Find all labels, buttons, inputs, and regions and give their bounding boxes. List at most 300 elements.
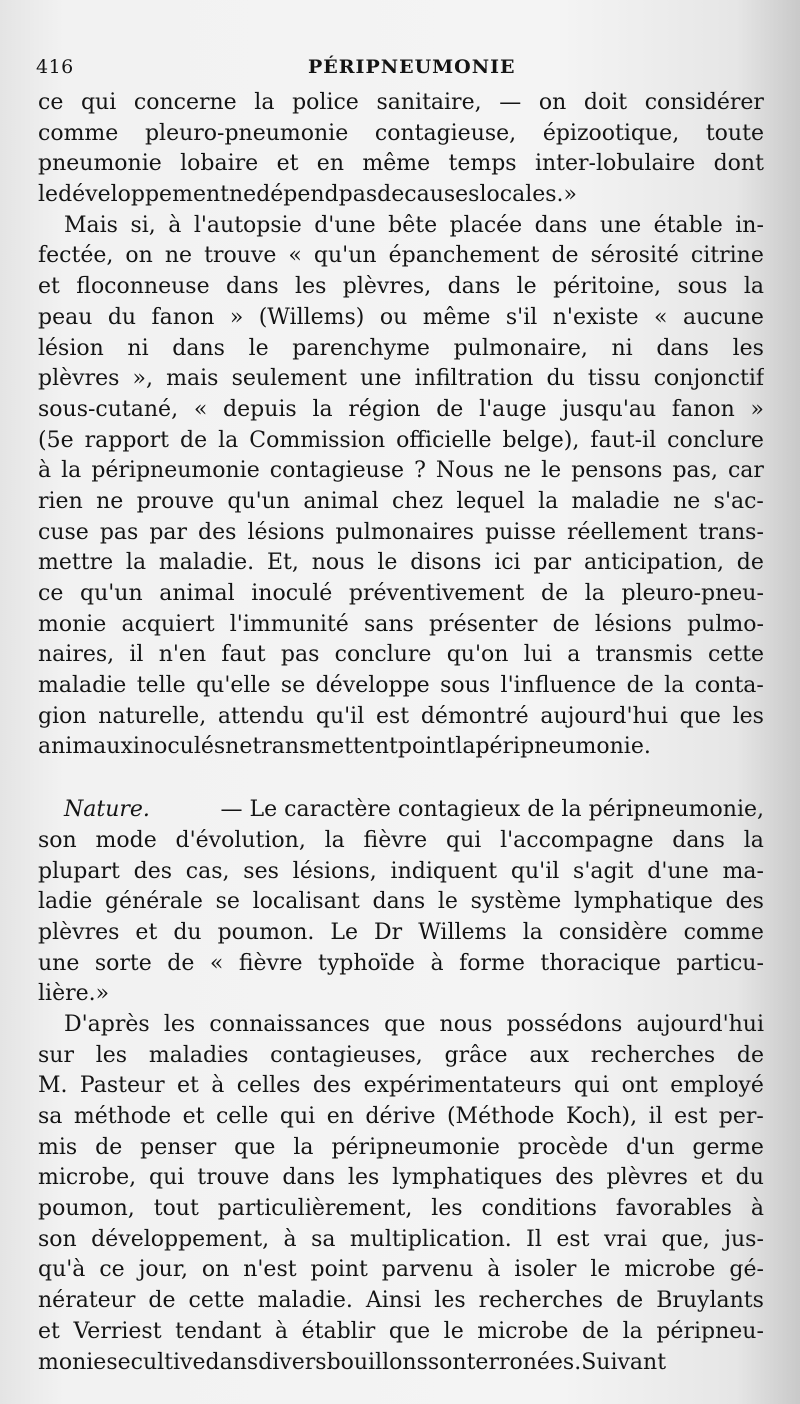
word: lequel [456, 488, 525, 514]
word: les [434, 1288, 466, 1314]
word: grâce [444, 1042, 508, 1068]
word: lymphatique [574, 889, 713, 915]
word: conclure [334, 642, 432, 668]
word: les [732, 335, 764, 361]
word: péripneumonie [331, 1134, 500, 1160]
word: fanon [671, 396, 735, 422]
word: tout [153, 1196, 199, 1222]
word: une [38, 950, 80, 976]
word: de [167, 950, 195, 976]
word: dans [672, 827, 725, 853]
word: cas, [185, 858, 230, 884]
word: sans [363, 611, 414, 637]
word: locales. [479, 182, 564, 208]
word: Verriest [73, 1318, 162, 1344]
word: employé [670, 1073, 764, 1099]
word: maladie. [158, 550, 255, 576]
word: de [552, 611, 580, 637]
word: ou [379, 304, 408, 330]
word: ne [164, 243, 193, 269]
word: de [736, 1042, 764, 1068]
section-lead-in: Nature. [64, 797, 150, 823]
word: d'une [647, 858, 709, 884]
word: même [362, 151, 431, 177]
text-line [38, 1317, 764, 1348]
word: pulmo- [687, 611, 764, 637]
word: typhoïde [318, 950, 415, 976]
word: » [563, 182, 578, 208]
text-line [38, 211, 764, 242]
paragraph-police-sanitaire [38, 88, 764, 211]
word: connaissances [209, 1011, 370, 1037]
word: système [470, 889, 562, 915]
word: ce [99, 1257, 125, 1283]
word: toute [705, 120, 764, 146]
word: conclure [667, 427, 764, 453]
word: point [310, 1257, 368, 1283]
text-line [38, 1348, 764, 1379]
word: présenter [428, 611, 538, 637]
word: contagieuse [269, 458, 405, 484]
word: microbe [624, 1257, 716, 1283]
word: ce [38, 581, 64, 606]
word: une [599, 212, 642, 238]
word: », [132, 366, 153, 392]
word: d'une [314, 212, 376, 238]
word: (5e [38, 427, 74, 453]
word: des [198, 519, 237, 545]
word: épanchement [388, 243, 540, 269]
word: mettre [38, 550, 114, 576]
word: a [567, 642, 581, 668]
word: mis [38, 1134, 78, 1160]
text-line [38, 795, 764, 826]
word: contagieuse, [374, 120, 517, 146]
word: les [163, 1011, 196, 1037]
word: et [700, 1165, 723, 1191]
word: à [487, 1257, 501, 1283]
word: sa [311, 1226, 336, 1252]
word: pleuro-pneumonie [144, 120, 349, 146]
word: du [173, 919, 202, 945]
word: erronées. [475, 1349, 582, 1375]
word: considère [558, 919, 668, 945]
text-line [38, 949, 764, 980]
word: développe [315, 673, 430, 699]
word: point [397, 734, 456, 760]
word: le [377, 550, 398, 576]
text-line [38, 426, 764, 457]
word: lésions [247, 519, 325, 545]
word: plèvres [38, 366, 120, 392]
word: et [135, 919, 158, 945]
paragraph-germe [38, 1010, 764, 1378]
word: dans [372, 889, 426, 915]
word: est [674, 1104, 708, 1129]
word: sorte [94, 950, 152, 976]
word: jour, [138, 1257, 188, 1283]
word: conjonctif [653, 366, 764, 392]
word: pulmonaire, [453, 335, 588, 361]
word: de [626, 673, 654, 699]
word: la [743, 827, 764, 853]
word: particulièrement, [217, 1196, 413, 1222]
word: qui [446, 827, 482, 853]
word: possédons [506, 1011, 623, 1037]
word: de [180, 427, 208, 453]
word: police [292, 90, 359, 115]
word: la [125, 550, 147, 576]
word: plèvres, [342, 274, 432, 300]
word: à [750, 1196, 764, 1222]
word: pas [280, 642, 320, 668]
word: inoculé [251, 581, 333, 606]
word: recherches [478, 1288, 604, 1314]
text-line [38, 1041, 764, 1072]
word: « [288, 243, 302, 269]
word: étable [653, 212, 723, 238]
word: celles [236, 1073, 301, 1099]
text-line [38, 887, 764, 918]
word: il [648, 1104, 663, 1129]
running-title: PÉRIPNEUMONIE [308, 56, 516, 78]
word: poumon. [217, 919, 315, 945]
word: jusqu'au [562, 396, 657, 422]
word: dans [282, 1165, 335, 1191]
word: animal [159, 581, 235, 606]
word: car [727, 458, 764, 484]
text-line [38, 671, 764, 702]
word: pas, [672, 458, 718, 484]
word: la [293, 1134, 314, 1160]
word: de [436, 396, 464, 422]
word: fectée, [38, 243, 114, 269]
text-line [38, 918, 764, 949]
word: telle [136, 673, 186, 699]
word: mode [95, 827, 157, 853]
word: particu- [676, 950, 764, 976]
word: que [388, 1318, 431, 1344]
word: seulement [231, 366, 348, 392]
word: ici [494, 550, 521, 576]
word: sont [427, 1349, 476, 1375]
word: nérateur [38, 1288, 136, 1314]
word: bouillons [326, 1349, 428, 1375]
word: « [193, 396, 208, 422]
word: les [732, 703, 764, 729]
word: qu'à [38, 1257, 86, 1283]
word: sous-cutané, [38, 396, 179, 422]
word: la [664, 673, 685, 699]
word: jus- [724, 1226, 764, 1252]
word: « [209, 950, 224, 976]
word: tissu [587, 366, 641, 392]
word: qu'un [79, 581, 143, 606]
word: la [218, 427, 239, 453]
word: officielle [396, 427, 492, 453]
word: en [326, 1104, 354, 1129]
word: lésions [594, 611, 672, 637]
word: Il [526, 1226, 542, 1252]
word: que [234, 1134, 276, 1160]
word: dépend [256, 182, 339, 208]
word: mais [166, 366, 219, 392]
word: sérosité [590, 243, 679, 269]
word: celle [215, 1104, 269, 1129]
page-number: 416 [36, 56, 74, 78]
word: la [455, 734, 476, 760]
word: de [551, 243, 579, 269]
word: s'il [505, 304, 538, 330]
word: qu'il [510, 858, 560, 884]
word: épizootique, [542, 120, 680, 146]
word: (Méthode [446, 1104, 555, 1129]
word: animaux [38, 734, 133, 760]
word: plupart [38, 858, 120, 884]
text-line [38, 241, 764, 272]
text-line [38, 979, 764, 1010]
word: per- [718, 1104, 764, 1129]
word: puisse [485, 519, 556, 545]
word: parenchyme [292, 335, 430, 361]
word: par [533, 550, 572, 576]
word: Pasteur [79, 1073, 165, 1099]
word: dérive [365, 1104, 436, 1129]
text-line [38, 272, 764, 303]
word: inoculés [132, 734, 226, 760]
word: la [312, 396, 333, 422]
word: considérer [644, 90, 764, 115]
word: monie [38, 1349, 107, 1375]
word: les [431, 1196, 463, 1222]
word: on [538, 90, 567, 115]
text-line [38, 548, 764, 579]
word: l'auge [479, 396, 547, 422]
word: dans [172, 335, 225, 361]
word: M. [38, 1073, 68, 1099]
word: sur [38, 1042, 74, 1068]
word: les [95, 1042, 128, 1068]
word: qu'il [315, 703, 365, 729]
word: » [229, 304, 244, 330]
text-line [38, 640, 764, 671]
word: que, [661, 1226, 710, 1252]
word: et [177, 1073, 199, 1099]
word: à [211, 1073, 225, 1099]
word: péripneumonie. [475, 734, 651, 760]
word: des [555, 1165, 594, 1191]
line-text: — Le caractère contagieux de la péripneumonie, [220, 797, 764, 823]
word: n'est [243, 1257, 297, 1283]
word: la [538, 488, 559, 514]
word: trouve [204, 243, 277, 269]
text-line [38, 1225, 764, 1256]
word: trans- [698, 519, 764, 545]
text-line [38, 88, 764, 119]
word: on [125, 243, 153, 269]
word: à [38, 458, 52, 484]
word: même [422, 304, 491, 330]
word: ce [38, 90, 64, 115]
word: pulmonaires [335, 519, 475, 545]
text-line [38, 857, 764, 888]
word: se [280, 673, 306, 699]
word: sous [440, 673, 491, 699]
word: ladie [38, 889, 93, 915]
word: » [95, 981, 110, 1007]
word: n'en [158, 642, 207, 668]
word: conditions [481, 1196, 597, 1222]
word: dont [713, 151, 764, 177]
word: d'un [626, 1134, 675, 1160]
word: pas [99, 519, 139, 545]
word: aujourd'hui [636, 1011, 764, 1037]
text-line [38, 334, 764, 365]
word: disons [410, 550, 482, 576]
text-line [38, 610, 764, 641]
text-line [38, 149, 764, 180]
word: péritoine, [553, 274, 662, 300]
word: l'autopsie [193, 212, 302, 238]
word: lière. [38, 981, 96, 1007]
word: trouve [197, 1165, 270, 1191]
word: contagieuses, [270, 1042, 423, 1068]
word: faut [221, 642, 266, 668]
word: D'après [64, 1011, 150, 1037]
word: par [149, 519, 188, 545]
word: des [133, 858, 173, 884]
word: isoler [514, 1257, 577, 1283]
word: une [360, 366, 402, 392]
word: causes [404, 182, 480, 208]
word: lui [523, 642, 552, 668]
word: Dr [374, 919, 403, 945]
word: parvenu [381, 1257, 474, 1283]
word: est [556, 1226, 590, 1252]
word: il [129, 642, 144, 668]
word: qui [573, 1073, 610, 1099]
word: lobaire [180, 151, 259, 177]
word: placée [449, 212, 523, 238]
word: maladie [38, 673, 127, 699]
word: qu'un [227, 488, 290, 514]
word: localisant [252, 889, 360, 915]
text-line [38, 732, 764, 763]
word: comme [683, 919, 764, 945]
word: penser [140, 1134, 217, 1160]
word: la [743, 274, 764, 300]
word: cette [188, 1288, 245, 1314]
text-line [38, 1133, 764, 1164]
word: inter-lobulaire [534, 151, 696, 177]
word: en [316, 151, 344, 177]
text-line [38, 119, 764, 150]
word: son [38, 827, 77, 853]
text-line [38, 1163, 764, 1194]
word: multiplication. [349, 1226, 512, 1252]
word: l'immunité [229, 611, 349, 637]
word: sanitaire, [376, 90, 482, 115]
word: nous [439, 1011, 493, 1037]
word: attendu [217, 703, 305, 729]
word: générale [104, 889, 203, 915]
word: temps [448, 151, 517, 177]
word: dans [534, 212, 588, 238]
word: l'accompagne [500, 827, 654, 853]
word: floconneuse [76, 274, 210, 300]
word: gé- [729, 1257, 764, 1283]
word: péripneu- [656, 1318, 764, 1344]
word: infiltration [414, 366, 534, 392]
word: pensons [571, 458, 663, 484]
word: fièvre [363, 827, 428, 853]
word: fanon [151, 304, 215, 330]
word: les [295, 274, 327, 300]
word: que [384, 1011, 426, 1037]
word: sous [677, 274, 728, 300]
word: se [215, 889, 240, 915]
word: dans [447, 274, 501, 300]
word: microbe, [38, 1165, 137, 1191]
word: des [725, 889, 764, 915]
word: divers [258, 1349, 327, 1375]
word: d'évolution, [175, 827, 306, 853]
word: de [616, 1288, 644, 1314]
word: belge), [502, 427, 580, 453]
word: lymphatiques [392, 1165, 543, 1191]
word: expérimentateurs [363, 1073, 562, 1099]
word: ni [127, 335, 149, 361]
word: le [437, 889, 458, 915]
word: à [283, 1226, 297, 1252]
word: microbe [477, 1318, 569, 1344]
word: anticipation, [583, 550, 724, 576]
word: ne [225, 734, 253, 760]
word: se [106, 1349, 131, 1375]
word: l'influence [500, 673, 617, 699]
word: recherches [590, 1042, 716, 1068]
word: la [522, 919, 543, 945]
word: — [499, 90, 522, 115]
word: la [584, 581, 605, 606]
word: plèvres [606, 1165, 688, 1191]
word: son [38, 1226, 77, 1252]
word: maladie [571, 488, 660, 514]
word: réellement [566, 519, 688, 545]
text-line [38, 1071, 764, 1102]
word: dans [205, 1349, 259, 1375]
word: qui [148, 1165, 185, 1191]
word: comme [38, 120, 119, 146]
word: peau [38, 304, 93, 330]
word: ne [96, 488, 124, 514]
word: « [654, 304, 668, 330]
word: du [546, 366, 575, 392]
word: des [312, 1073, 352, 1099]
word: méthode [73, 1104, 172, 1129]
text-line [38, 1010, 764, 1041]
word: qu'elle [196, 673, 271, 699]
word: animal [303, 488, 379, 514]
word: qui [279, 1104, 316, 1129]
text-line [38, 456, 764, 487]
word: plèvres [38, 919, 120, 945]
word: maladies [148, 1042, 249, 1068]
word: développement [58, 182, 229, 208]
word: » [750, 396, 764, 422]
word: conta- [694, 673, 764, 699]
word: n'existe [552, 304, 639, 330]
